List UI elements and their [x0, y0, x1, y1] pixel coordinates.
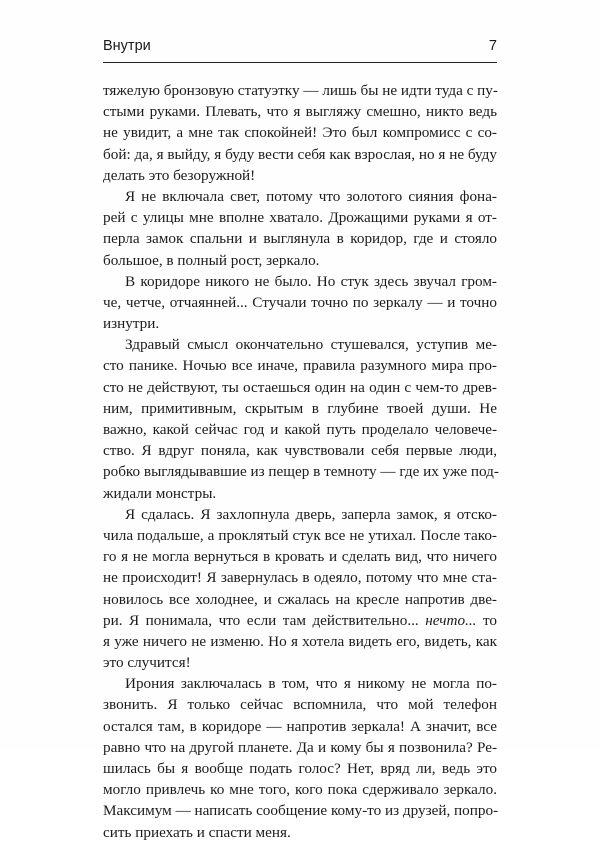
running-header: [103, 38, 497, 60]
text-line: ри. Я понимала, что если там действительно... нечто... то: [103, 611, 497, 629]
text-line: шилась бы я вообще подать голос? Нет, вряд ли, ведь это: [103, 760, 497, 777]
text-line: перла замок спальни и выглянула в коридор, где и стояло: [103, 230, 497, 248]
text-line: рей с улицы мне вполне хватало. Дрожащими руками я от-: [103, 209, 497, 227]
text-line: Максимум — написать сообщение кому-то из друзей, попро-: [103, 802, 499, 820]
text-line: сто панике. Ночью все иначе, правила разумного мира про-: [103, 357, 497, 375]
text-line: сто не действуют, ты остаешься один на один с чем-то древ-: [103, 378, 497, 396]
text-line: большое, в полный рост, зеркало.: [103, 251, 320, 269]
text-line: стыми руками. Плевать, что я выгляжу смешно, никто ведь: [103, 103, 497, 121]
text-line: остался там, в коридоре — напротив зеркала! А значит, все: [103, 717, 497, 735]
text-line: звонить. Я только сейчас вспомнила, что мой телефон: [103, 696, 497, 714]
text-line: В коридоре никого не было. Но стук здесь звучал гром-: [125, 272, 497, 290]
text-line: чила подальше, а проклятый стук все не утихал. После тако-: [103, 526, 497, 544]
text-line: ство. Я вдруг поняла, как чувствовали себя первые люди,: [103, 442, 497, 460]
text-line: равно что на другой планете. Да и кому бы я позвонила? Ре-: [103, 738, 497, 756]
text-line: че, четче, отчаянней... Стучали точно по зеркалу — и точно: [103, 293, 497, 311]
text-line: Здравый смысл окончательно стушевался, уступив ме-: [125, 336, 497, 354]
text-line: Я не включала свет, потому что золотого сияния фона-: [125, 187, 497, 205]
text-line: новилось все холоднее, и сжалась на кресле напротив две-: [103, 590, 497, 608]
body-text: [103, 80, 497, 843]
text-line: не увидит, а мне так спокойней! Это был компромисс с со-: [103, 124, 497, 142]
text-line: Ирония заключалась в том, что я никому не могла по-: [125, 675, 497, 693]
text-line: Я сдалась. Я захлопнула дверь, заперла замок, я отско-: [125, 505, 497, 523]
text-line: бой: да, я выйду, я буду вести себя как взрослая, но я не буду: [103, 145, 497, 163]
header-rule: [103, 62, 497, 63]
chapter-title: Внутри: [103, 38, 151, 54]
text-line: жидали монстры.: [103, 484, 217, 502]
text-line: го я не могла вернуться в кровать и сделать вид, что ничего: [103, 548, 497, 566]
text-line: делать это безоружной!: [103, 166, 256, 184]
text-line: изнутри.: [103, 315, 160, 333]
text-line: сить приехать и спасти меня.: [103, 823, 291, 841]
page-number: 7: [488, 38, 497, 54]
text-line: могло привлечь ко мне того, кого пока сдерживало зеркало.: [103, 781, 497, 799]
text-line: ним, примитивным, скрытым в глубине твоей души. Не: [103, 399, 497, 417]
emphasis: нечто...: [425, 611, 477, 629]
text-line: тяжелую бронзовую статуэтку — лишь бы не идти туда с пу-: [103, 82, 498, 99]
text-line: важно, какой сейчас год и какой путь проделало человече-: [103, 421, 497, 438]
text-line: не происходит! Я завернулась в одеяло, потому что мне ста-: [103, 569, 497, 587]
text-line: это случится!: [103, 654, 191, 672]
text-line: я уже ничего не изменю. Но я хотела видеть его, видеть, как: [103, 632, 497, 650]
text-line: робко выглядывавшие из пещер в темноту — где их уже под-: [103, 463, 499, 481]
